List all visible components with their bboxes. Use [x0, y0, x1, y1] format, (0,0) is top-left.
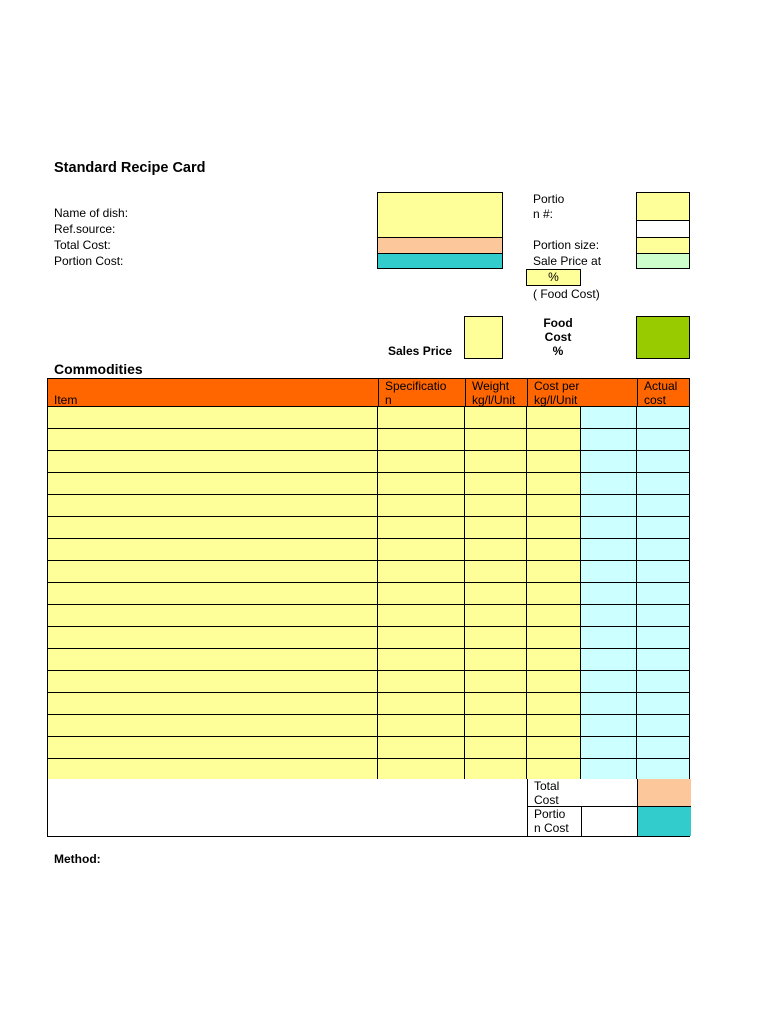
cell-extra[interactable] — [580, 473, 637, 495]
method-label: Method: — [54, 852, 101, 866]
portion-number-label-2: n #: — [533, 207, 554, 221]
food-cost-percent-value[interactable] — [636, 316, 690, 359]
header-weight-line-1: Weight — [472, 379, 510, 393]
cell-extra[interactable] — [580, 561, 637, 583]
cell-cost-per[interactable] — [526, 539, 581, 561]
cell-specification[interactable] — [377, 737, 465, 759]
cell-item[interactable] — [47, 649, 378, 671]
cell-extra[interactable] — [580, 451, 637, 473]
cell-specification[interactable] — [377, 473, 465, 495]
cell-specification[interactable] — [377, 517, 465, 539]
cell-item[interactable] — [47, 517, 378, 539]
table-footer — [47, 779, 690, 837]
cell-specification[interactable] — [377, 583, 465, 605]
footer-portion-blank — [581, 807, 637, 836]
header-costper-line-1: Cost per — [534, 379, 580, 393]
header-weight — [465, 379, 527, 408]
cell-cost-per[interactable] — [526, 473, 581, 495]
cell-actual-cost[interactable] — [636, 715, 690, 737]
cell-specification[interactable] — [377, 693, 465, 715]
cell-weight[interactable] — [464, 561, 527, 583]
cell-cost-per[interactable] — [526, 495, 581, 517]
cell-extra[interactable] — [580, 671, 637, 693]
table-row — [47, 759, 690, 781]
cell-item[interactable] — [47, 539, 378, 561]
cell-weight[interactable] — [464, 671, 527, 693]
cell-actual-cost[interactable] — [636, 473, 690, 495]
cell-extra[interactable] — [580, 715, 637, 737]
cell-cost-per[interactable] — [526, 429, 581, 451]
header-specification — [378, 379, 465, 408]
cell-weight[interactable] — [464, 715, 527, 737]
commodities-heading: Commodities — [54, 361, 143, 377]
cell-actual-cost[interactable] — [636, 561, 690, 583]
cell-cost-per[interactable] — [526, 759, 581, 781]
cell-extra[interactable] — [580, 605, 637, 627]
portion-number-label-1: Portio — [533, 192, 565, 206]
cell-weight[interactable] — [464, 517, 527, 539]
cell-actual-cost[interactable] — [636, 737, 690, 759]
cell-cost-per[interactable] — [526, 737, 581, 759]
cell-extra[interactable] — [580, 429, 637, 451]
cell-extra[interactable] — [580, 693, 637, 715]
table-row — [47, 715, 690, 737]
cell-item[interactable] — [47, 495, 378, 517]
cell-item[interactable] — [47, 715, 378, 737]
food-cost-percent-label — [530, 316, 586, 358]
cell-item[interactable] — [47, 605, 378, 627]
cell-weight[interactable] — [464, 605, 527, 627]
cell-cost-per[interactable] — [526, 649, 581, 671]
cell-actual-cost[interactable] — [636, 605, 690, 627]
table-row — [47, 495, 690, 517]
header-actual-line-2: cost — [644, 393, 667, 407]
sales-price-label: Sales Price — [388, 344, 453, 358]
ref-source-label: Ref.source: — [54, 222, 116, 236]
footer-portion-line-1: Portio — [534, 807, 566, 821]
cell-specification[interactable] — [377, 429, 465, 451]
cell-weight[interactable] — [464, 407, 527, 429]
portion-number-field-2[interactable] — [636, 220, 690, 238]
cell-specification[interactable] — [377, 715, 465, 737]
cell-weight[interactable] — [464, 429, 527, 451]
cell-specification[interactable] — [377, 495, 465, 517]
table-row — [47, 407, 690, 429]
table-row — [47, 737, 690, 759]
cell-actual-cost[interactable] — [636, 627, 690, 649]
cell-item[interactable] — [47, 759, 378, 781]
header-actual-cost — [637, 379, 691, 408]
cell-actual-cost[interactable] — [636, 429, 690, 451]
cell-item[interactable] — [47, 737, 378, 759]
cell-actual-cost[interactable] — [636, 759, 690, 781]
cell-weight[interactable] — [464, 539, 527, 561]
cell-extra[interactable] — [580, 539, 637, 561]
cell-specification[interactable] — [377, 649, 465, 671]
sale-price-field[interactable] — [636, 253, 690, 269]
food-cost-label-line-1: Food — [543, 316, 573, 330]
cell-weight[interactable] — [464, 451, 527, 473]
cell-specification[interactable] — [377, 627, 465, 649]
percent-sign: % — [548, 270, 559, 284]
cell-cost-per[interactable] — [526, 561, 581, 583]
cell-actual-cost[interactable] — [636, 451, 690, 473]
cell-specification[interactable] — [377, 671, 465, 693]
header-spec-line-2: n — [385, 393, 392, 407]
cell-specification[interactable] — [377, 407, 465, 429]
table-row — [47, 473, 690, 495]
cell-extra[interactable] — [580, 495, 637, 517]
table-row — [47, 539, 690, 561]
footer-portion-line-2: n Cost — [534, 821, 569, 835]
cell-weight[interactable] — [464, 473, 527, 495]
cell-item[interactable] — [47, 407, 378, 429]
header-cost-per — [527, 379, 637, 408]
cell-cost-per[interactable] — [526, 671, 581, 693]
table-row — [47, 605, 690, 627]
cell-extra[interactable] — [580, 627, 637, 649]
food-cost-label-line-2: Cost — [544, 330, 572, 344]
cell-item[interactable] — [47, 429, 378, 451]
cell-specification[interactable] — [377, 561, 465, 583]
cell-specification[interactable] — [377, 451, 465, 473]
cell-weight[interactable] — [464, 649, 527, 671]
cell-cost-per[interactable] — [526, 605, 581, 627]
food-cost-label-line-3: % — [552, 344, 564, 358]
cell-extra[interactable] — [580, 407, 637, 429]
cell-extra[interactable] — [580, 737, 637, 759]
cell-actual-cost[interactable] — [636, 407, 690, 429]
table-row — [47, 693, 690, 715]
portion-size-label: Portion size: — [533, 238, 600, 252]
cell-item[interactable] — [47, 693, 378, 715]
cell-extra[interactable] — [580, 583, 637, 605]
table-row — [47, 561, 690, 583]
dish-name-field[interactable] — [377, 192, 503, 238]
table-row — [47, 627, 690, 649]
portion-size-field[interactable] — [636, 237, 690, 254]
cell-extra[interactable] — [580, 517, 637, 539]
portion-number-field[interactable] — [636, 192, 690, 221]
cell-weight[interactable] — [464, 627, 527, 649]
cell-item[interactable] — [47, 627, 378, 649]
footer-portion-cost-value[interactable] — [637, 807, 691, 836]
cell-specification[interactable] — [377, 605, 465, 627]
cell-actual-cost[interactable] — [636, 539, 690, 561]
cell-weight[interactable] — [464, 737, 527, 759]
cell-actual-cost[interactable] — [636, 583, 690, 605]
cell-actual-cost[interactable] — [636, 517, 690, 539]
cell-item[interactable] — [47, 561, 378, 583]
footer-total-cost-row — [528, 779, 691, 807]
header-actual-line-1: Actual — [644, 379, 678, 393]
food-cost-percent-field[interactable] — [526, 269, 581, 286]
cell-extra[interactable] — [580, 759, 637, 781]
header-weight-line-2: kg/l/Unit — [472, 393, 516, 407]
cell-cost-per[interactable] — [526, 715, 581, 737]
name-of-dish-label: Name of dish: — [54, 206, 129, 220]
cell-cost-per[interactable] — [526, 451, 581, 473]
cell-weight[interactable] — [464, 583, 527, 605]
total-cost-label: Total Cost: — [54, 238, 111, 252]
cell-item[interactable] — [47, 473, 378, 495]
cell-specification[interactable] — [377, 539, 465, 561]
table-row — [47, 517, 690, 539]
food-cost-paren-label: ( Food Cost) — [533, 287, 600, 301]
cell-item[interactable] — [47, 451, 378, 473]
cell-cost-per[interactable] — [526, 517, 581, 539]
cell-weight[interactable] — [464, 693, 527, 715]
cell-cost-per[interactable] — [526, 627, 581, 649]
cell-specification[interactable] — [377, 759, 465, 781]
total-cost-field[interactable] — [377, 237, 503, 254]
table-row — [47, 429, 690, 451]
cell-item[interactable] — [47, 671, 378, 693]
footer-total-line-1: Total — [534, 779, 560, 793]
table-row — [47, 649, 690, 671]
footer-portion-cost-row — [528, 807, 691, 836]
cell-actual-cost[interactable] — [636, 671, 690, 693]
cell-extra[interactable] — [580, 649, 637, 671]
table-header — [47, 378, 690, 407]
footer-total-cost-value[interactable] — [637, 779, 691, 806]
sale-price-at-label: Sale Price at — [533, 254, 602, 268]
footer-totals — [527, 779, 691, 836]
cell-item[interactable] — [47, 583, 378, 605]
header-item: Item — [54, 393, 78, 407]
header-spec-line-1: Specificatio — [385, 379, 447, 393]
portion-cost-field[interactable] — [377, 253, 503, 269]
cell-actual-cost[interactable] — [636, 649, 690, 671]
table-row — [47, 583, 690, 605]
table-row — [47, 671, 690, 693]
portion-cost-label: Portion Cost: — [54, 254, 124, 268]
page-title: Standard Recipe Card — [54, 160, 206, 176]
cell-cost-per[interactable] — [526, 407, 581, 429]
table-row — [47, 451, 690, 473]
cell-cost-per[interactable] — [526, 693, 581, 715]
footer-total-line-2: Cost — [534, 793, 559, 807]
cell-actual-cost[interactable] — [636, 495, 690, 517]
cell-actual-cost[interactable] — [636, 693, 690, 715]
cell-cost-per[interactable] — [526, 583, 581, 605]
sales-price-field[interactable] — [464, 316, 503, 359]
cell-weight[interactable] — [464, 759, 527, 781]
cell-weight[interactable] — [464, 495, 527, 517]
header-costper-line-2: kg/l/Unit — [534, 393, 578, 407]
